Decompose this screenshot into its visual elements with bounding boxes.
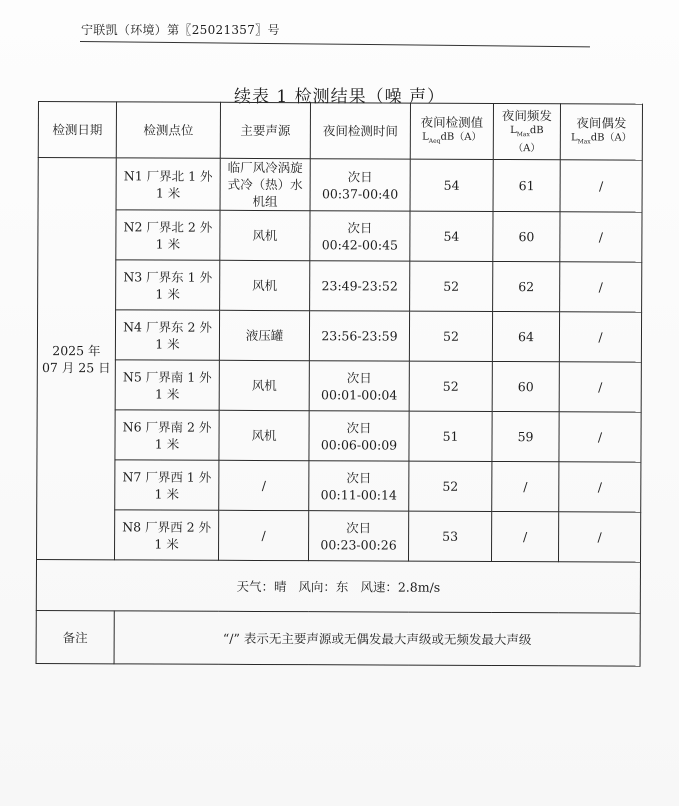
table-row bbox=[36, 509, 640, 562]
table-row bbox=[37, 359, 641, 412]
occ-cell: / bbox=[560, 212, 642, 262]
freq-cell: 60 bbox=[493, 211, 560, 261]
time-cell bbox=[308, 511, 408, 561]
point-line1: N4 厂界东 2 外 bbox=[123, 318, 212, 335]
freq-cell: 64 bbox=[492, 311, 559, 361]
point-line1: N2 厂界北 2 外 bbox=[123, 218, 213, 235]
leq-cell: 51 bbox=[409, 411, 492, 461]
col-date: 检测日期 bbox=[38, 102, 116, 158]
point-line2: 1 米 bbox=[155, 236, 181, 252]
point-line2: 1 米 bbox=[154, 386, 180, 402]
leq-cell: 52 bbox=[410, 261, 493, 311]
point-line2: 1 米 bbox=[155, 185, 181, 201]
remark-label: 备注 bbox=[36, 610, 114, 663]
col-occ-label: 夜间偶发 bbox=[576, 115, 627, 131]
point-line1: N7 厂界西 1 外 bbox=[122, 468, 212, 485]
leq-cell: 54 bbox=[410, 159, 493, 211]
time-line2: 00:01-00:04 bbox=[321, 386, 398, 403]
point-line1: N3 厂界东 1 外 bbox=[123, 268, 213, 285]
col-source: 主要声源 bbox=[220, 102, 310, 158]
leq-cell: 54 bbox=[410, 211, 493, 261]
source-cell: 风机 bbox=[219, 410, 309, 460]
point-line1: N1 厂界北 1 外 bbox=[123, 167, 213, 184]
time-cell bbox=[310, 159, 410, 211]
freq-cell: 62 bbox=[493, 261, 560, 311]
freq-cell: / bbox=[491, 511, 558, 561]
col-leq-unit: L bbox=[422, 131, 429, 143]
table-row bbox=[38, 260, 642, 313]
occ-cell: / bbox=[560, 160, 642, 212]
point-cell bbox=[115, 310, 219, 360]
col-freq-unit: L bbox=[510, 125, 517, 137]
point-line2: 1 米 bbox=[155, 286, 180, 302]
time-cell bbox=[309, 361, 409, 411]
report-number: 宁联凯（环境）第〖25021357〗号 bbox=[81, 23, 280, 37]
col-occ-tail: dB（A） bbox=[590, 132, 632, 144]
col-leq-sub: Aeq bbox=[428, 137, 441, 145]
col-occ bbox=[560, 104, 642, 160]
time-cell bbox=[310, 211, 410, 261]
date-cell bbox=[36, 158, 116, 560]
time-line2: 00:23-00:26 bbox=[320, 536, 397, 553]
col-occ-unit: L bbox=[570, 132, 578, 144]
freq-cell: / bbox=[492, 461, 559, 511]
time-line1: 次日 bbox=[346, 419, 372, 435]
table-header-row bbox=[38, 102, 642, 161]
point-line1: N6 厂界南 2 外 bbox=[122, 418, 212, 435]
leq-cell: 53 bbox=[408, 511, 491, 561]
time-line2: 00:37-00:40 bbox=[321, 185, 399, 202]
occ-cell: / bbox=[559, 362, 641, 412]
table-row bbox=[38, 210, 642, 263]
remark-row bbox=[36, 610, 640, 666]
time-line1: 次日 bbox=[347, 219, 373, 235]
date-line2: 07 月 25 日 bbox=[41, 359, 111, 375]
weather-cell: 天气：晴 风向：东 风速：2.8m/s bbox=[36, 559, 640, 613]
source-cell: 风机 bbox=[220, 260, 310, 310]
col-freq-tail: dB bbox=[529, 125, 544, 137]
source-cell: / bbox=[218, 510, 308, 560]
occ-cell: / bbox=[560, 262, 642, 312]
time-line2: 23:49-23:52 bbox=[321, 278, 398, 294]
table-row bbox=[37, 459, 641, 512]
col-freq-tail2: （A） bbox=[513, 143, 541, 155]
point-line2: 1 米 bbox=[155, 336, 180, 352]
point-cell bbox=[116, 210, 220, 260]
weather-row bbox=[36, 559, 640, 613]
header-rule bbox=[80, 41, 590, 47]
time-line2: 00:06-00:09 bbox=[320, 436, 398, 453]
results-sheet bbox=[35, 101, 642, 686]
table-title: 续表 1 检测结果（噪 声） bbox=[233, 87, 446, 107]
freq-cell: 61 bbox=[493, 159, 560, 211]
point-cell bbox=[116, 158, 220, 210]
col-time: 夜间检测时间 bbox=[310, 103, 410, 159]
point-line2: 1 米 bbox=[154, 436, 180, 452]
noise-results-table bbox=[36, 101, 643, 667]
occ-cell: / bbox=[558, 512, 640, 562]
leq-cell: 52 bbox=[409, 311, 492, 361]
source-cell: 临厂风冷涡旋式冷（热）水机组 bbox=[220, 158, 310, 210]
point-cell bbox=[115, 360, 219, 410]
time-cell bbox=[309, 311, 409, 361]
source-cell: / bbox=[219, 460, 309, 510]
source-cell: 液压罐 bbox=[219, 310, 309, 360]
freq-cell: 59 bbox=[492, 411, 559, 461]
point-cell bbox=[115, 460, 219, 510]
point-line2: 1 米 bbox=[154, 486, 180, 502]
time-cell bbox=[310, 261, 410, 311]
time-line2: 23:56-23:59 bbox=[321, 328, 398, 344]
occ-cell: / bbox=[559, 312, 641, 362]
col-leq-label: 夜间检测值 bbox=[420, 114, 484, 130]
source-cell: 风机 bbox=[220, 210, 310, 260]
occ-cell: / bbox=[559, 412, 641, 462]
date-line1: 2025 年 bbox=[52, 342, 101, 358]
point-cell bbox=[114, 510, 218, 560]
freq-cell: 60 bbox=[492, 361, 559, 411]
leq-cell: 52 bbox=[409, 461, 492, 511]
source-cell: 风机 bbox=[219, 360, 309, 410]
point-line1: N5 厂界南 1 外 bbox=[122, 368, 212, 385]
col-freq bbox=[493, 103, 560, 159]
occ-cell: / bbox=[559, 462, 641, 512]
col-freq-label: 夜间频发 bbox=[501, 108, 552, 124]
time-cell bbox=[309, 411, 409, 461]
time-line1: 次日 bbox=[346, 369, 372, 385]
point-cell bbox=[115, 410, 219, 460]
point-cell bbox=[116, 260, 220, 310]
col-point: 检测点位 bbox=[116, 102, 220, 158]
table-row bbox=[37, 409, 641, 462]
leq-cell: 52 bbox=[409, 361, 492, 411]
time-line2: 00:11-00:14 bbox=[320, 486, 397, 503]
time-line2: 00:42-00:45 bbox=[321, 236, 399, 253]
time-line1: 次日 bbox=[347, 168, 373, 184]
point-line2: 1 米 bbox=[154, 536, 179, 552]
time-line1: 次日 bbox=[346, 469, 372, 485]
point-line1: N8 厂界西 2 外 bbox=[122, 518, 212, 535]
time-line1: 次日 bbox=[346, 519, 372, 535]
table-row bbox=[37, 310, 641, 363]
remark-text: “/” 表示无主要声源或无偶发最大声级或无频发最大声级 bbox=[114, 611, 640, 666]
col-freq-sub: Max bbox=[516, 131, 530, 139]
col-leq bbox=[410, 103, 493, 159]
col-occ-sub: Max bbox=[577, 138, 591, 146]
time-cell bbox=[309, 461, 409, 511]
table-row bbox=[38, 158, 642, 213]
col-leq-tail: dB（A） bbox=[440, 131, 482, 143]
